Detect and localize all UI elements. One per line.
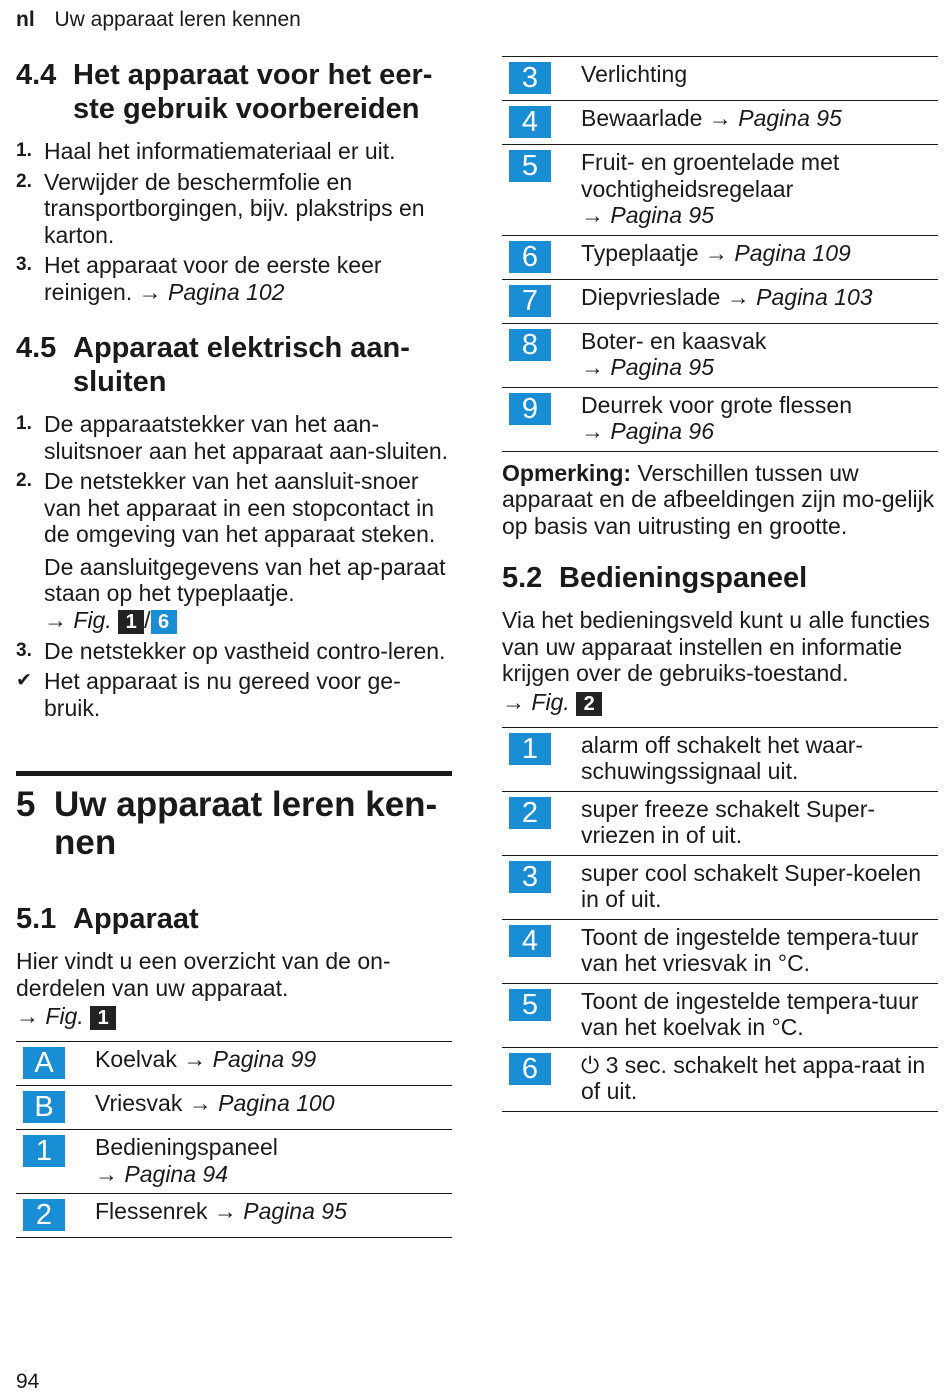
step-item <box>16 468 452 634</box>
step-number: 1. <box>16 413 32 434</box>
parts-table-continued <box>502 56 938 452</box>
page-reference-link[interactable]: Pagina 95 <box>738 105 842 131</box>
figure-reference[interactable] <box>502 687 938 717</box>
arrow-right-icon: → <box>502 688 525 715</box>
section-number: 4.5 <box>16 332 57 364</box>
arrow-right-icon: → <box>183 1046 207 1072</box>
section-number: 4.4 <box>16 59 57 91</box>
running-header <box>16 8 301 32</box>
chapter-number: 5 <box>16 785 36 824</box>
table-row <box>502 728 938 792</box>
control-key-badge: 5 <box>509 989 551 1021</box>
note-paragraph <box>502 460 938 540</box>
control-description: Toont de ingestelde tempera-tuur van het koelvak in °C. <box>581 987 919 1040</box>
page-reference-link[interactable]: Pagina 109 <box>734 239 851 266</box>
control-key-badge: 3 <box>509 861 551 893</box>
control-key-badge: 4 <box>509 925 551 957</box>
step-number: 3. <box>16 254 32 275</box>
figure-separator: / <box>144 606 151 633</box>
result-text: Het apparaat is nu gereed voor ge-bruik. <box>44 668 401 721</box>
table-row <box>16 1194 452 1238</box>
section-title: Apparaat elektrisch aan-sluiten <box>73 332 410 398</box>
language-code: nl <box>16 8 35 31</box>
section-title: Apparaat <box>73 903 199 935</box>
parts-table <box>16 1041 452 1238</box>
table-row <box>502 984 938 1048</box>
part-name: Boter- en kaasvak <box>581 327 767 354</box>
arrow-right-icon: → <box>95 1160 118 1187</box>
figure-badge: 1 <box>118 610 144 634</box>
step-number: 3. <box>16 639 32 661</box>
table-row <box>16 1130 452 1194</box>
table-row <box>502 792 938 856</box>
table-row <box>502 324 938 388</box>
section-title: Het apparaat voor het eer-ste gebruik voorbereiden <box>73 59 433 125</box>
control-key-badge: 1 <box>509 733 551 765</box>
table-row <box>502 145 938 236</box>
figure-label: Fig. <box>73 606 112 633</box>
arrow-right-icon: → <box>16 1003 39 1029</box>
step-text: De netstekker op vastheid contro-leren. <box>44 637 446 664</box>
part-name: Bedieningspaneel <box>95 1134 278 1160</box>
part-name: Typeplaatje <box>581 239 699 266</box>
figure-label: Fig. <box>531 688 570 715</box>
control-key-badge: 6 <box>509 1053 551 1085</box>
step-item <box>16 138 452 165</box>
part-name: Koelvak <box>95 1046 177 1072</box>
left-column <box>16 58 452 1238</box>
step-item <box>16 638 452 665</box>
step-item <box>16 252 452 305</box>
section-number: 5.1 <box>16 903 57 935</box>
page-number: 94 <box>16 1370 40 1392</box>
section-number: 5.2 <box>502 562 543 594</box>
step-note: De aansluitgegevens van het ap-paraat staan op het typeplaatje. <box>44 553 446 606</box>
part-name: Verlichting <box>581 61 688 87</box>
arrow-right-icon: → <box>44 606 67 633</box>
section-4-4-steps <box>16 138 452 305</box>
part-key-badge: 7 <box>509 285 551 317</box>
arrow-right-icon: → <box>581 354 604 380</box>
table-row <box>16 1042 452 1086</box>
checkmark-icon: ✔ <box>16 670 32 691</box>
part-key-badge: A <box>23 1047 65 1079</box>
table-row <box>502 1048 938 1112</box>
arrow-right-icon: → <box>213 1198 237 1224</box>
arrow-right-icon: → <box>581 202 604 228</box>
page-reference-link[interactable]: Pagina 96 <box>610 418 714 444</box>
section-5-2-heading <box>502 561 938 595</box>
step-item <box>16 411 452 464</box>
step-number: 2. <box>16 470 32 491</box>
arrow-right-icon: → <box>726 283 750 310</box>
part-name: Vriesvak <box>95 1090 183 1116</box>
table-row <box>502 920 938 984</box>
arrow-right-icon: → <box>138 278 162 305</box>
page-reference-link[interactable]: Pagina 95 <box>610 354 714 380</box>
part-key-badge: 2 <box>23 1199 65 1231</box>
chapter-5-heading <box>16 786 452 862</box>
section-4-5-heading <box>16 331 452 399</box>
arrow-right-icon: → <box>708 105 732 131</box>
figure-reference[interactable] <box>16 1001 452 1031</box>
arrow-right-icon: → <box>581 418 604 444</box>
part-key-badge: 8 <box>509 329 551 361</box>
figure-badge: 2 <box>576 692 602 716</box>
step-number: 2. <box>16 170 32 192</box>
arrow-right-icon: → <box>188 1090 212 1116</box>
part-name: Flessenrek <box>95 1198 208 1224</box>
table-row <box>502 57 938 101</box>
part-name: Deurrek voor grote flessen <box>581 391 853 418</box>
part-badge: 6 <box>151 610 177 634</box>
result-item <box>16 668 452 721</box>
table-row <box>502 101 938 145</box>
section-title: Bedieningspaneel <box>559 562 808 594</box>
part-name: Fruit- en groentelade met vochtigheidsregelaar <box>581 149 840 202</box>
page-reference-link[interactable]: Pagina 95 <box>243 1198 347 1224</box>
control-description: alarm off schakelt het waar-schuwingssignaal uit. <box>581 731 864 784</box>
part-name: Bewaarlade <box>581 105 703 131</box>
section-4-4-heading <box>16 58 452 126</box>
table-row <box>502 236 938 280</box>
part-key-badge: 5 <box>509 150 551 182</box>
part-key-badge: 9 <box>509 393 551 425</box>
figure-reference[interactable] <box>44 607 452 634</box>
section-intro: Hier vindt u een overzicht van de on-derdelen van uw apparaat. <box>16 948 391 1001</box>
control-panel-table <box>502 727 938 1112</box>
table-row <box>502 388 938 452</box>
part-key-badge: 3 <box>509 62 551 94</box>
note-text: Verschillen tussen uw apparaat en de afbeeldingen zijn mo-gelijk op basis van uitrusting en grootte. <box>502 459 935 539</box>
part-key-badge: 4 <box>509 106 551 138</box>
part-key-badge: B <box>23 1091 65 1123</box>
table-row <box>16 1086 452 1130</box>
part-key-badge: 6 <box>509 241 551 273</box>
part-key-badge: 1 <box>23 1135 65 1167</box>
control-description: Toont de ingestelde tempera-tuur van het vriesvak in °C. <box>581 923 919 976</box>
step-text: De apparaatstekker van het aan-sluitsnoer aan het apparaat aan-sluiten. <box>44 411 449 464</box>
section-4-5-steps <box>16 411 452 721</box>
page-reference-link[interactable]: Pagina 103 <box>756 283 873 310</box>
page-reference-link[interactable]: Pagina 99 <box>212 1046 317 1072</box>
control-description: ⏻ 3 sec. schakelt het appa-raat in of uit. <box>581 1051 926 1104</box>
table-row <box>502 280 938 324</box>
control-key-badge: 2 <box>509 797 551 829</box>
control-description: super freeze schakelt Super-vriezen in of uit. <box>581 795 876 848</box>
step-text: De netstekker van het aansluit-snoer van het apparaat in een stopcontact in de omgeving van het apparaat steken. <box>44 468 436 547</box>
right-column <box>502 56 938 1112</box>
page-reference-link[interactable]: Pagina 102 <box>168 278 285 305</box>
chapter-title: Uw apparaat leren ken-nen <box>54 785 438 862</box>
page-reference-link[interactable]: Pagina 94 <box>124 1160 228 1187</box>
figure-label: Fig. <box>45 1003 84 1029</box>
table-row <box>502 856 938 920</box>
figure-badge: 1 <box>90 1006 116 1030</box>
note-label: Opmerking: <box>502 459 632 486</box>
step-text: Haal het informatiemateriaal er uit. <box>44 138 396 164</box>
step-number: 1. <box>16 140 32 161</box>
page-reference-link[interactable]: Pagina 100 <box>218 1090 335 1116</box>
part-name: Diepvrieslade <box>581 283 721 310</box>
step-text: Het apparaat voor de eerste keer reinigen. <box>44 252 382 305</box>
control-description: super cool schakelt Super-koelen in of uit. <box>581 859 922 912</box>
header-title: Uw apparaat leren kennen <box>54 8 301 31</box>
page-reference-link[interactable]: Pagina 95 <box>610 202 714 228</box>
arrow-right-icon: → <box>705 239 729 266</box>
section-intro: Via het bedieningsveld kunt u alle functies van uw apparaat instellen en informatie krijgen over de gebruiks-toestand. <box>502 607 930 686</box>
section-5-1-heading <box>16 902 452 936</box>
chapter-divider <box>16 771 452 776</box>
step-text: Verwijder de beschermfolie en transportborgingen, bijv. plakstrips en karton. <box>44 168 425 248</box>
step-item <box>16 169 452 249</box>
